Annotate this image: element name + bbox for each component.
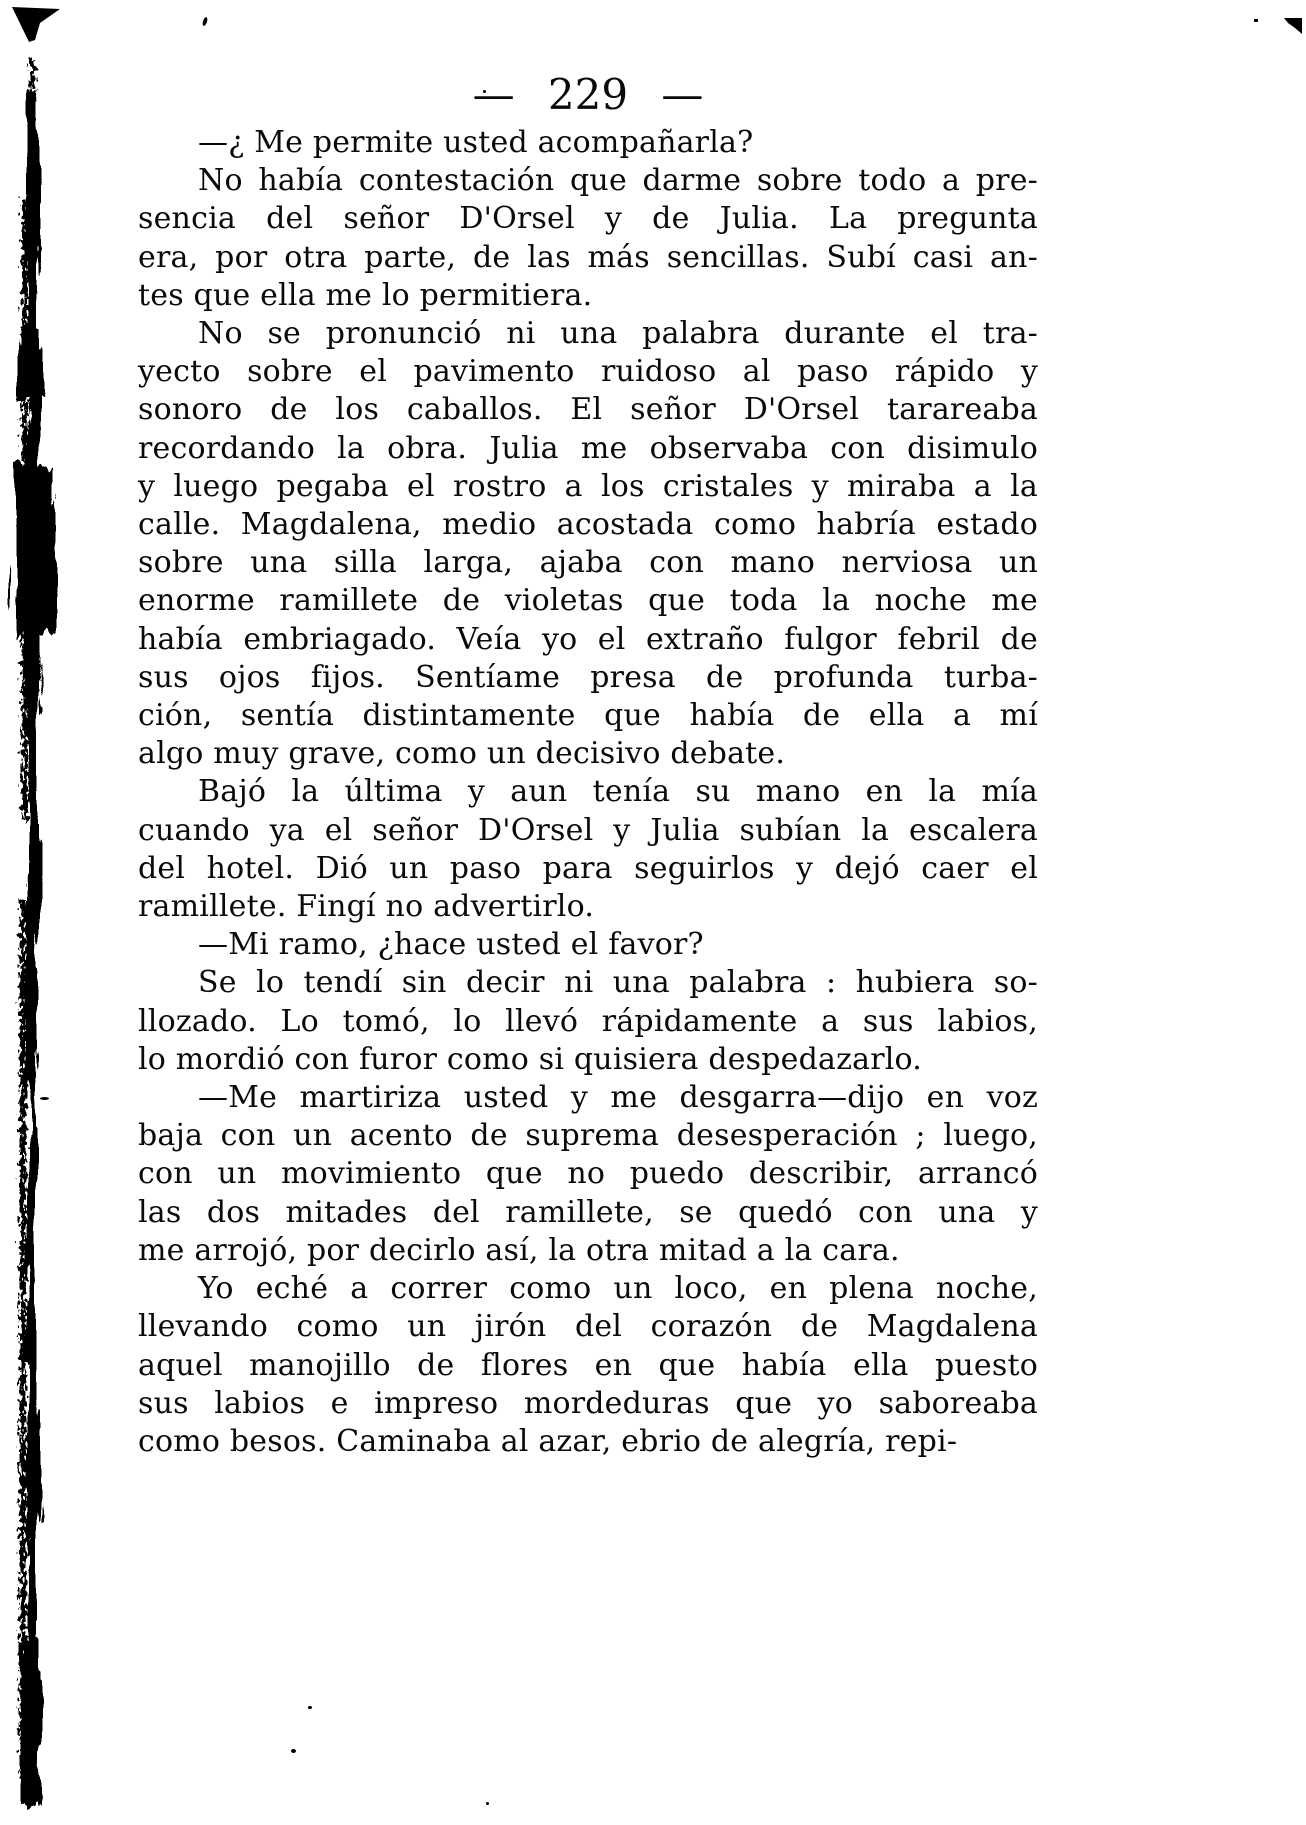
text-line: había embriagado. Veía yo el extraño fulgor febril de — [138, 621, 1038, 657]
text-line: No había contestación que darme sobre todo a pre- — [198, 163, 1038, 199]
text-line: sobre una silla larga, ajaba con mano nerviosa un — [138, 545, 1038, 581]
text-line: era, por otra parte, de las más sencillas. Subí casi an- — [138, 239, 1038, 275]
paragraph — [138, 1079, 1038, 1270]
page-text — [138, 124, 1038, 1461]
text-line: como besos. Caminaba al azar, ebrio de alegría, repi- — [138, 1423, 958, 1459]
text-line: Se lo tendí sin decir ni una palabra : hubiera so- — [198, 965, 1038, 1001]
text-line: tes que ella me lo permitiera. — [138, 277, 593, 313]
text-line: Yo eché a correr como un loco, en plena noche, — [198, 1271, 1038, 1307]
text-line: lo mordió con furor como si quisiera despedazarlo. — [138, 1041, 923, 1077]
text-line: algo muy grave, como un decisivo debate. — [138, 736, 786, 772]
text-line: sus labios e impreso mordeduras que yo saboreaba — [138, 1385, 1038, 1421]
text-line: y luego pegaba el rostro a los cristales y miraba a la — [138, 468, 1038, 504]
text-line: —Me martiriza usted y me desgarra—dijo en voz — [198, 1080, 1038, 1116]
text-line: las dos mitades del ramillete, se quedó con una y — [138, 1194, 1038, 1230]
paragraph — [138, 773, 1038, 926]
text-line: llevando como un jirón del corazón de Magdalena — [138, 1309, 1038, 1345]
text-line: ción, sentía distintamente que había de ella a mí — [138, 698, 1038, 734]
page-number: — 229 — — [472, 70, 704, 119]
text-line: —¿ Me permite usted acompañarla? — [198, 125, 754, 160]
text-line: Bajó la última y aun tenía su mano en la mía — [198, 774, 1038, 810]
text-line: —Mi ramo, ¿hace usted el favor? — [198, 927, 704, 963]
paragraph — [138, 162, 1038, 315]
text-line: del hotel. Dió un paso para seguirlos y dejó caer el — [138, 850, 1038, 886]
text-line: aquel manojillo de flores en que había ella puesto — [138, 1347, 1038, 1383]
scan-speck — [291, 1749, 296, 1753]
text-line: No se pronunció ni una palabra durante el tra- — [198, 316, 1038, 352]
text-line: me arrojó, por decirlo así, la otra mitad a la cara. — [138, 1232, 900, 1268]
text-line: con un movimiento que no puedo describir, arrancó — [138, 1156, 1038, 1192]
paragraph — [138, 124, 1038, 162]
page-header — [138, 72, 1038, 118]
text-line: enorme ramillete de violetas que toda la noche me — [138, 583, 1038, 619]
text-line: sus ojos fijos. Sentíame presa de profunda turba- — [138, 659, 1038, 695]
text-line: ramillete. Fingí no advertirlo. — [138, 889, 595, 925]
scan-speck — [202, 17, 209, 27]
text-line: recordando la obra. Julia me observaba con disimulo — [138, 430, 1038, 466]
text-line: cuando ya el señor D'Orsel y Julia subían la escalera — [138, 812, 1038, 848]
scan-corner-mark — [1252, 14, 1306, 44]
paragraph — [138, 1270, 1038, 1461]
text-line: sonoro de los caballos. El señor D'Orsel tarareaba — [138, 392, 1038, 428]
text-line: llozado. Lo tomó, lo llevó rápidamente a sus labios, — [138, 1003, 1038, 1039]
scan-speck — [308, 1706, 312, 1709]
scan-edge-artifact — [0, 0, 130, 1825]
text-line: calle. Magdalena, medio acostada como habría estado — [138, 507, 1038, 543]
paragraph — [138, 315, 1038, 773]
scan-speck — [486, 1802, 489, 1805]
text-line: sencia del señor D'Orsel y de Julia. La pregunta — [138, 201, 1038, 237]
scan-speck — [40, 1097, 49, 1100]
text-line: baja con un acento de suprema desesperación ; luego, — [138, 1118, 1038, 1154]
text-line: yecto sobre el pavimento ruidoso al paso rápido y — [138, 354, 1038, 390]
paragraph — [138, 926, 1038, 964]
paragraph — [138, 964, 1038, 1079]
